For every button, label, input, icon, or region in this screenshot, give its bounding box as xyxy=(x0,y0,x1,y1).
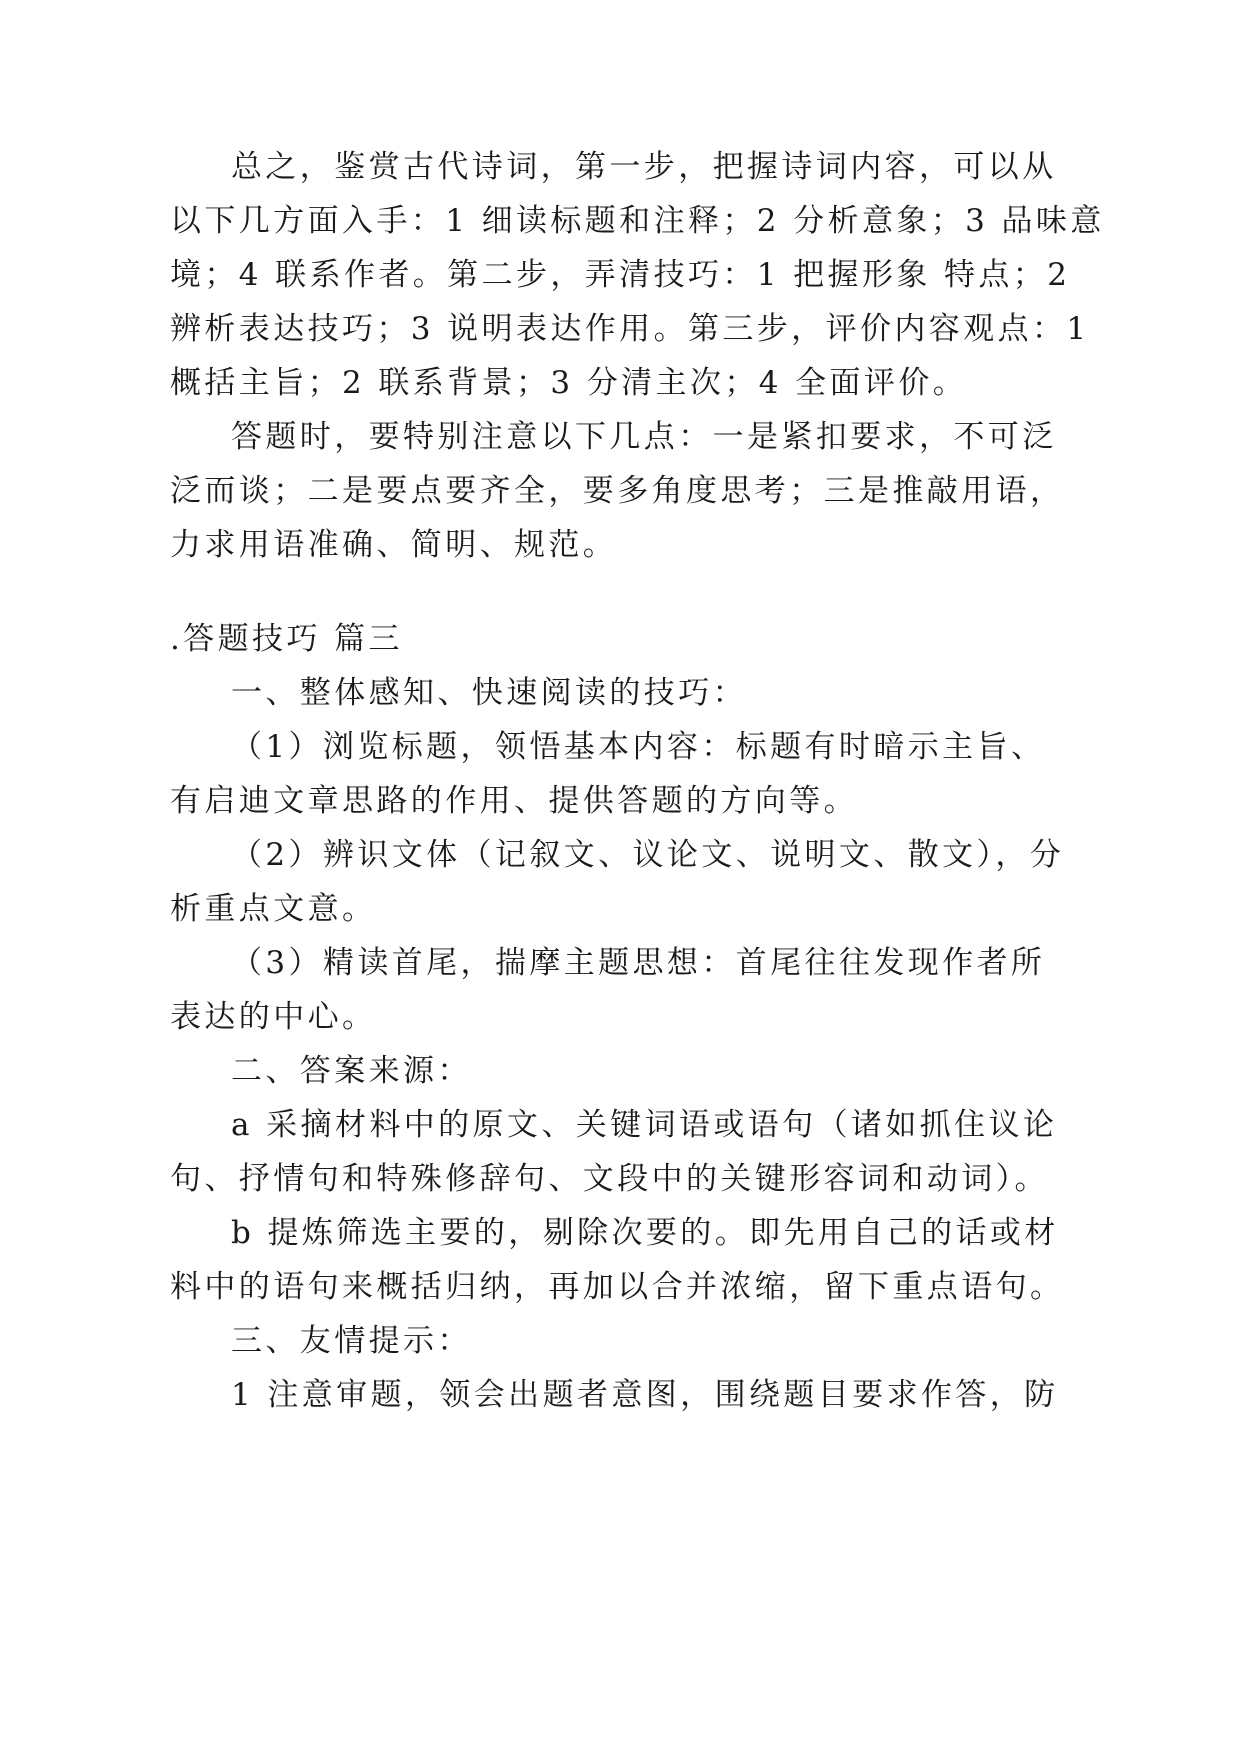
text-line: 三、友情提示： xyxy=(231,1323,472,1359)
text-line: 有启迪文章思路的作用、提供答题的方向等。 xyxy=(170,783,858,819)
text-line: 析重点文意。 xyxy=(170,891,377,927)
text-line: a 采摘材料中的原文、关键词语或语句（诸如抓住议论 xyxy=(231,1107,1058,1143)
text-line: 以下几方面入手：1 细读标题和注释；2 分析意象；3 品味意 xyxy=(170,203,1105,239)
text-line: （1）浏览标题，领悟基本内容：标题有时暗示主旨、 xyxy=(231,729,1046,765)
text-line: 二、答案来源： xyxy=(231,1053,472,1089)
text-line: 句、抒情句和特殊修辞句、文段中的关键形容词和动词）。 xyxy=(170,1161,1049,1197)
text-line: 1 注意审题，领会出题者意图，围绕题目要求作答，防 xyxy=(231,1377,1059,1413)
text-line: 总之，鉴赏古代诗词，第一步，把握诗词内容，可以从 xyxy=(231,149,1057,185)
text-line: 泛而谈；二是要点要齐全，要多角度思考；三是推敲用语， xyxy=(170,473,1065,509)
text-line: 境；4 联系作者。第二步，弄清技巧：1 把握形象 特点；2 xyxy=(170,257,1071,293)
text-line: 力求用语准确、简明、规范。 xyxy=(170,527,618,563)
text-line: 答题时，要特别注意以下几点：一是紧扣要求，不可泛 xyxy=(231,419,1057,455)
text-line: 概括主旨；2 联系背景；3 分清主次；4 全面评价。 xyxy=(170,365,968,401)
text-line: （3）精读首尾，揣摩主题思想：首尾往往发现作者所 xyxy=(231,945,1046,981)
text-line: b 提炼筛选主要的，剔除次要的。即先用自己的话或材 xyxy=(231,1215,1059,1251)
text-line: 一、整体感知、快速阅读的技巧： xyxy=(231,675,747,711)
text-line: 辨析表达技巧；3 说明表达作用。第三步，评价内容观点：1 xyxy=(170,311,1090,347)
text-line: 料中的语句来概括归纳，再加以合并浓缩，留下重点语句。 xyxy=(170,1269,1065,1305)
text-line: 表达的中心。 xyxy=(170,999,377,1035)
section-heading: .答题技巧 篇三 xyxy=(170,621,403,657)
text-line: （2）辨识文体（记叙文、议论文、说明文、散文），分 xyxy=(231,837,1065,873)
